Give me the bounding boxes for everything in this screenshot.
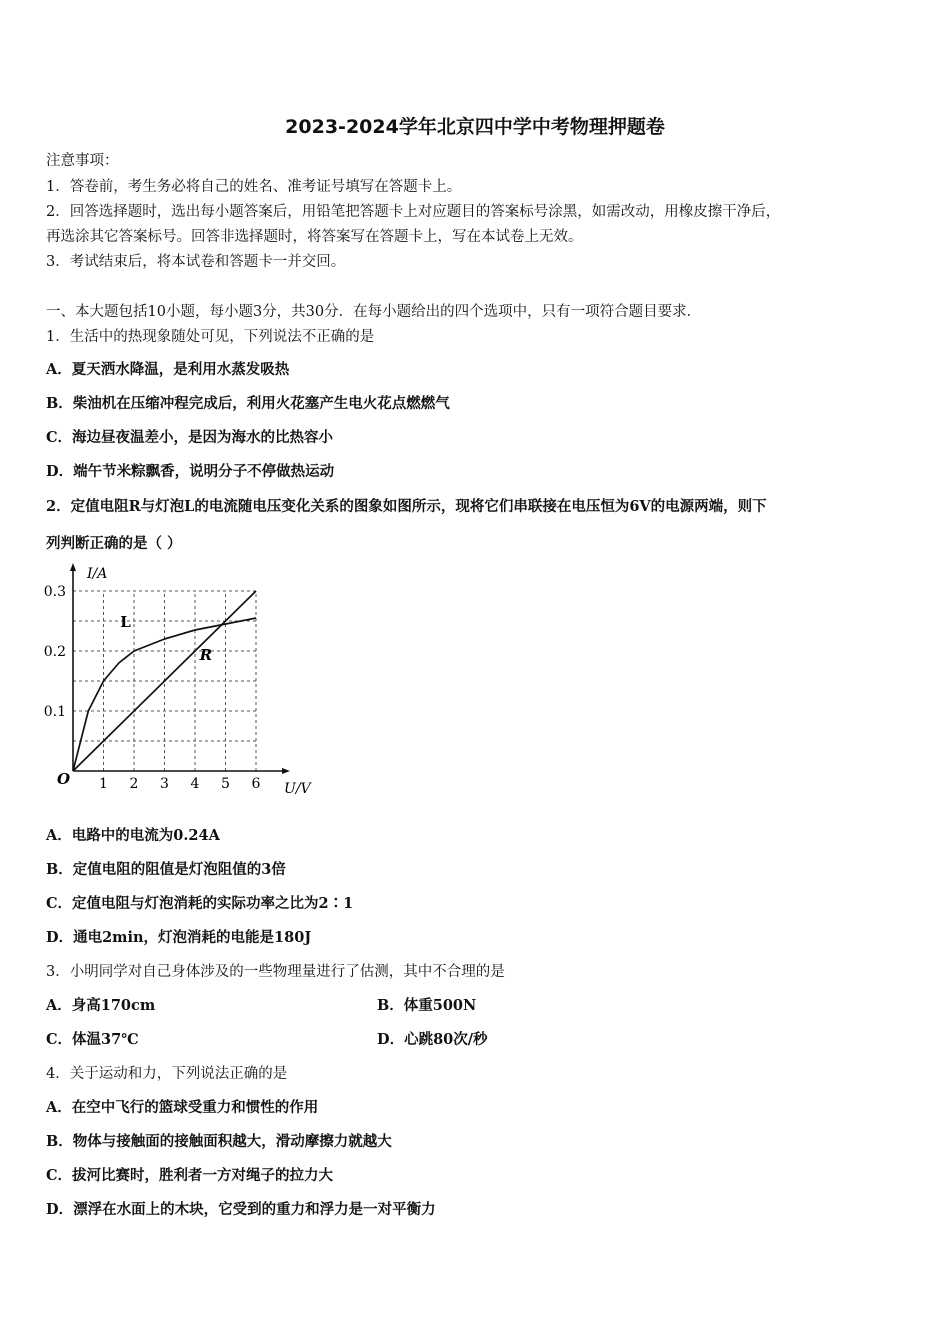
question-1-option-a: A．夏天洒水降温，是利用水蒸发吸热 — [46, 361, 290, 378]
x-tick-label: 1 — [99, 776, 108, 792]
notice-item: 2．回答选择题时，选出每小题答案后，用铅笔把答题卡上对应题目的答案标号涂黑，如需改动，用橡皮擦干净后， — [46, 204, 781, 220]
question-1-option-b: B．柴油机在压缩冲程完成后，利用火花塞产生电火花点燃燃气 — [46, 395, 450, 412]
y-axis-arrow — [70, 563, 76, 571]
series-label-L: L — [120, 613, 131, 631]
question-3-option-c: C．体温37℃ — [46, 1031, 139, 1048]
question-2-option-b: B．定值电阻的阻值是灯泡阻值的3倍 — [46, 861, 286, 878]
notice-item: 再选涂其它答案标号。回答非选择题时，将答案写在答题卡上，写在本试卷上无效。 — [46, 229, 583, 245]
y-tick-label: 0.2 — [43, 644, 66, 660]
question-2-stem-line2: 列判断正确的是（ ） — [46, 535, 182, 552]
question-3-option-d: D．心跳80次/秒 — [377, 1031, 488, 1048]
question-1-option-c: C．海边昼夜温差小，是因为海水的比热容小 — [46, 429, 334, 446]
x-tick-label: 5 — [221, 776, 230, 792]
origin-label: O — [57, 770, 71, 788]
question-2-option-d: D．通电2min，灯泡消耗的电能是180J — [46, 929, 312, 946]
notice-heading: 注意事项： — [46, 153, 119, 169]
question-2-option-c: C．定值电阻与灯泡消耗的实际功率之比为2∶1 — [46, 895, 354, 912]
question-4-option-c: C．拔河比赛时，胜利者一方对绳子的拉力大 — [46, 1167, 334, 1184]
series-label-R: R — [199, 646, 213, 664]
question-2-stem-line1: 2．定值电阻R与灯泡L的电流随电压变化关系的图象如图所示，现将它们串联接在电压恒为6V的电源两端，则下 — [46, 498, 767, 515]
current-voltage-graph — [40, 560, 340, 805]
question-4-option-b: B．物体与接触面的接触面积越大，滑动摩擦力就越大 — [46, 1133, 392, 1150]
x-axis-label: U/V — [284, 781, 311, 797]
question-3-stem: 3．小明同学对自己身体涉及的一些物理量进行了估测，其中不合理的是 — [46, 964, 505, 980]
question-4-option-d: D．漂浮在水面上的木块，它受到的重力和浮力是一对平衡力 — [46, 1201, 436, 1218]
series-line-L — [73, 618, 256, 771]
notice-item: 1．答卷前，考生务必将自己的姓名、准考证号填写在答题卡上。 — [46, 179, 462, 195]
y-axis-label: I/A — [87, 566, 108, 582]
y-tick-label: 0.1 — [43, 704, 66, 720]
question-3-option-b: B．体重500N — [377, 997, 477, 1014]
question-4-stem: 4．关于运动和力，下列说法正确的是 — [46, 1066, 288, 1082]
x-tick-label: 6 — [251, 776, 261, 792]
question-1-option-d: D．端午节米粽飘香，说明分子不停做热运动 — [46, 463, 335, 480]
question-2-option-a: A．电路中的电流为0.24A — [46, 827, 220, 844]
y-tick-label: 0.3 — [43, 584, 66, 600]
graph-labels — [44, 566, 313, 797]
question-4-option-a: A．在空中飞行的篮球受重力和惯性的作用 — [46, 1099, 319, 1116]
x-axis-arrow — [282, 768, 290, 774]
question-1-stem: 1．生活中的热现象随处可见，下列说法不正确的是 — [46, 329, 375, 345]
section-heading: 一、本大题包括10小题，每小题3分，共30分．在每小题给出的四个选项中，只有一项符合题目要求． — [46, 304, 702, 320]
x-tick-label: 4 — [190, 776, 200, 792]
question-3-option-a: A．身高170cm — [46, 997, 156, 1014]
x-tick-label: 3 — [160, 776, 169, 792]
x-tick-label: 2 — [129, 776, 139, 792]
notice-item: 3．考试结束后，将本试卷和答题卡一并交回。 — [46, 254, 346, 270]
page-title: 2023-2024学年北京四中学中考物理押题卷 — [285, 116, 665, 138]
